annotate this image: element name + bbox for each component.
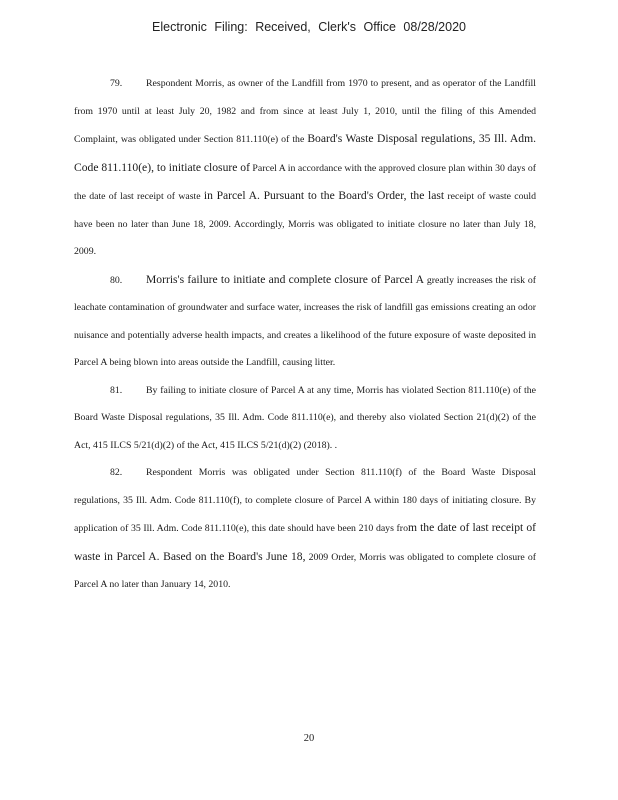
paragraph-text: 2009 Order, Morris was obligated to complete closure of Parcel A no later than January 14, 2010. [74,551,536,590]
paragraph-text: Board's Waste Disposal regulations, 35 Ill. Adm. Code 811.110(e), to initiate closure of [74,132,537,174]
paragraph-text: greatly increases the risk of leachate contamination of groundwater and surface water, increases the risk of landfill gas emissions creating an odor nuisance and potentially adverse health impacts, and creates a likelihood of the future exposure of waste deposited in Parcel A being blown into areas outside the Landfill, causing litter. [74,274,536,368]
paragraph-number: 79. [110,78,123,89]
paragraph-79 [74,70,536,266]
paragraph-80 [74,266,536,377]
paragraph-number: 81. [110,384,123,396]
document-body [74,70,536,599]
paragraph-82 [74,459,536,599]
filing-stamp-header: Electronic Filing: Received, Clerk's Office 08/28/2020 [152,20,466,34]
paragraph-text: By failing to initiate closure of Parcel A at any time, Morris has violated Section 811.110(e) of the Board Waste Disposal regulations, 35 Ill. Adm. Code 811.110(e), and thereby also violated Section 21(d)(2) of the Act, 415 ILCS 5/21(d)(2) of the Act, 415 ILCS 5/21(d)(2) (2018). . [74,384,536,451]
paragraph-text: in Parcel A. Pursuant to the Board's Order, the last [203,189,445,202]
paragraph-text: Parcel A in accordance with the approved closure plan within 30 days of the date of last receipt of waste [74,162,536,202]
paragraph-text: m the date of last receipt of waste in Parcel A. Based on the Board's June 18, [74,521,536,563]
paragraph-text: receipt of waste could have been no later than June 18, 2009. Accordingly, Morris was obligated to initiate closure no later than July 18, 2009. [74,191,537,257]
page-number: 20 [303,733,315,744]
paragraph-text: Respondent Morris, as owner of the Landfill from 1970 to present, and as operator of the Landfill from 1970 until at least July 20, 1982 and from since at least July 1, 2010, until the filing of this Amended Complaint, was obligated under Section 811.110(e) of the [74,78,536,145]
paragraph-number: 80. [110,274,123,286]
paragraph-81 [74,377,536,460]
paragraph-text: Morris's failure to initiate and complete closure of Parcel A [146,272,425,286]
paragraph-number: 82. [110,467,123,478]
paragraph-text: Respondent Morris was obligated under Section 811.110(f) of the Board Waste Disposal regulations, 35 Ill. Adm. Code 811.110(f), to complete closure of Parcel A within 180 days of initiating closure. By application of 35 Ill. Adm. Code 811.110(e), this date should have been 210 days fro [74,467,536,534]
